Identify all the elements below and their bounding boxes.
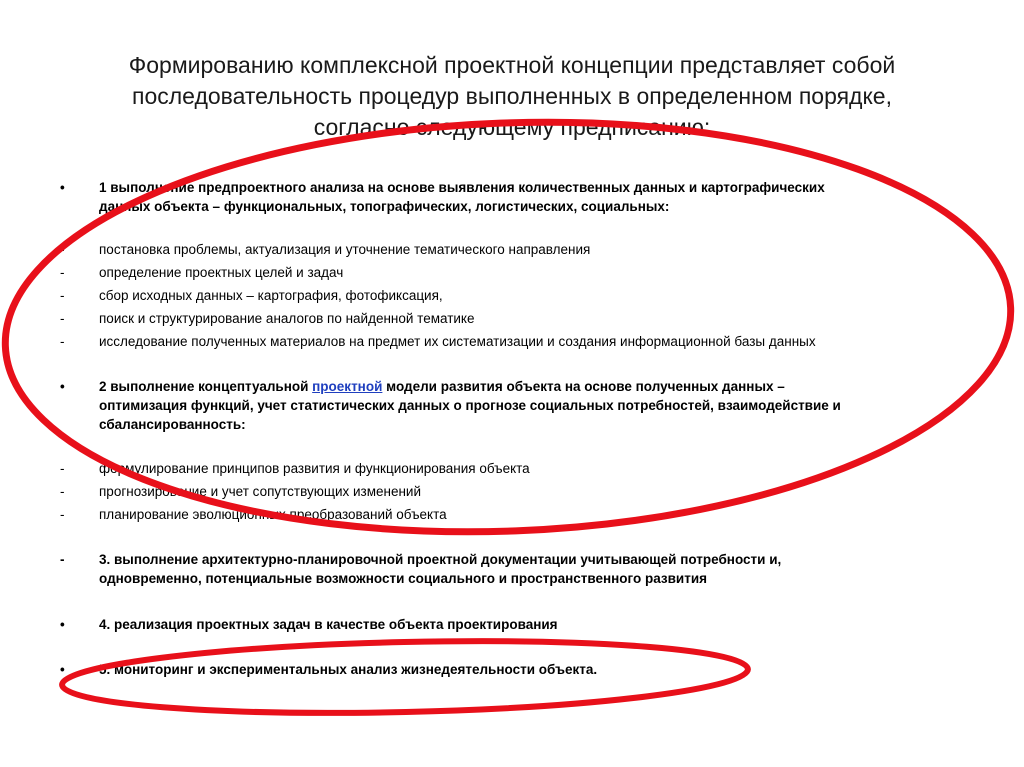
- title-line: последовательность процедур выполненных в определенном порядке,: [132, 83, 892, 109]
- slide-title: [60, 50, 964, 143]
- item-text: исследование полученных материалов на предмет их систематизации и создания информационной базы данных: [99, 334, 816, 349]
- proektnoy-link[interactable]: проектной: [312, 379, 383, 394]
- item-text: данных объекта – функциональных, топографических, логистических, социальных:: [99, 199, 670, 214]
- bullet-marker: •: [60, 662, 65, 677]
- item-text: 3. выполнение архитектурно-планировочной проектной документации учитывающей потребности и,: [99, 552, 782, 567]
- item-text: формулирование принципов развития и функционирования объекта: [99, 461, 530, 476]
- dash-marker: -: [60, 461, 65, 476]
- dash-marker: -: [60, 288, 65, 303]
- dash-marker: -: [60, 552, 65, 567]
- bullet-marker: •: [60, 180, 65, 195]
- dash-marker: -: [60, 334, 65, 349]
- dash-marker: -: [60, 242, 65, 257]
- bullet-marker: •: [60, 617, 65, 632]
- item-text: одновременно, потенциальные возможности социального и пространственного развития: [99, 571, 708, 586]
- item-text: оптимизация функций, учет статистических данных о прогнозе социальных потребностей, взаимодействие и: [99, 398, 841, 413]
- item-text: 5. мониторинг и экспериментальных анализ жизнедеятельности объекта.: [99, 662, 598, 677]
- title-line: согласно следующему предписанию:: [313, 114, 711, 140]
- dash-marker: -: [60, 265, 65, 280]
- item-text: сбалансированность:: [99, 417, 246, 432]
- item-text: 1 выполнение предпроектного анализа на основе выявления количественных данных и картографических: [99, 180, 825, 195]
- item-text: сбор исходных данных – картография, фотофиксация,: [99, 288, 443, 303]
- item-text: прогнозирование и учет сопутствующих изменений: [99, 484, 422, 499]
- item-text: 2 выполнение концептуальной: [99, 379, 313, 394]
- dash-marker: -: [60, 311, 65, 326]
- item-text: модели развития объекта на основе полученных данных –: [382, 379, 785, 394]
- title-line: Формированию комплексной проектной концепции представляет собой: [128, 52, 896, 78]
- item-text: поиск и структурирование аналогов по найденной тематике: [99, 311, 475, 326]
- item-text: планирование эволюционных преобразований объекта: [99, 507, 447, 522]
- item-text: определение проектных целей и задач: [99, 265, 344, 280]
- bullet-marker: •: [60, 379, 65, 394]
- dash-marker: -: [60, 507, 65, 522]
- item-text: постановка проблемы, актуализация и уточнение тематического направления: [99, 242, 591, 257]
- item-text: 4. реализация проектных задач в качестве объекта проектирования: [99, 617, 558, 632]
- dash-marker: -: [60, 484, 65, 499]
